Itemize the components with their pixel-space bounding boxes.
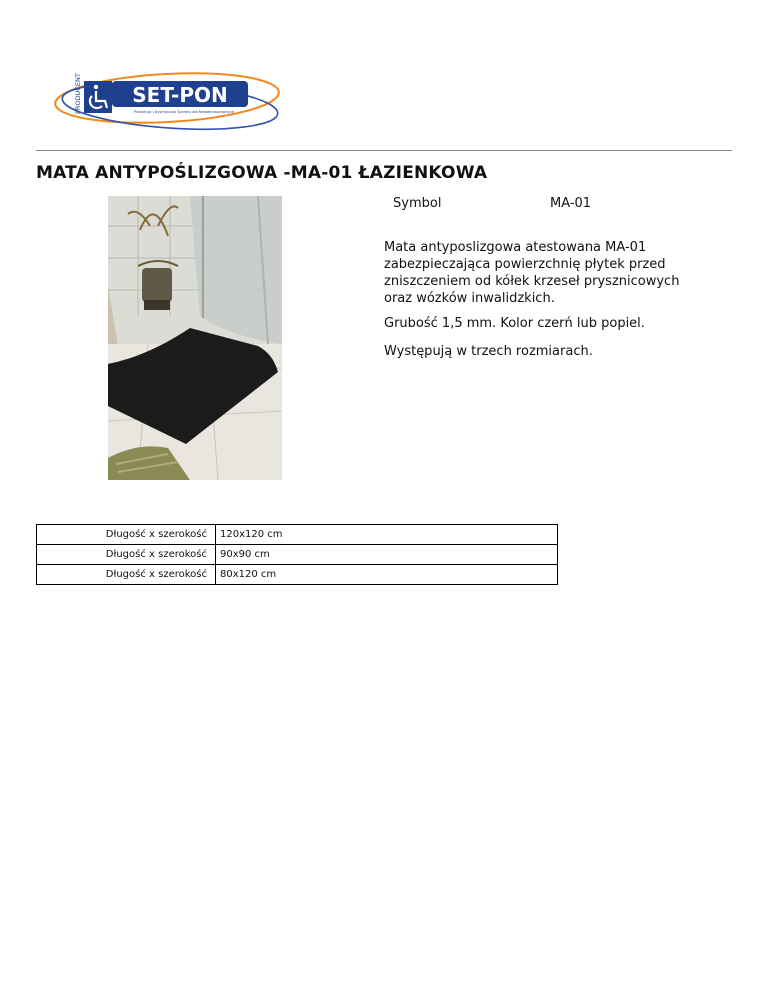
product-description: Mata antyposlizgowa atestowana MA-01 zabezpieczająca powierzchnię płytek przed zniszczeniem od kółek krzeseł prysznicowych oraz wózków inwalidzkich. (384, 240, 680, 306)
size-label: Długość x szerokość (37, 525, 216, 545)
product-thickness-color: Grubość 1,5 mm. Kolor czerń lub popiel. (384, 316, 645, 331)
table-row (37, 545, 558, 565)
table-row (37, 565, 558, 585)
size-value: 80x120 cm (216, 565, 558, 585)
product-photo (108, 196, 282, 480)
header-divider (36, 150, 732, 151)
symbol-label: Symbol (393, 196, 442, 211)
sizes-table (36, 524, 558, 585)
set-pon-logo (52, 66, 282, 134)
table-row (37, 525, 558, 545)
page-title: MATA ANTYPOŚLIZGOWA -MA-01 ŁAZIENKOWA (36, 163, 488, 183)
logo-tagline: Produkcja i Dystrybucja Sprzętu dla Niepełnosprawnych (133, 110, 235, 114)
product-sizes-note: Występują w trzech rozmiarach. (384, 344, 593, 359)
size-value: 120x120 cm (216, 525, 558, 545)
size-label: Długość x szerokość (37, 565, 216, 585)
size-value: 90x90 cm (216, 545, 558, 565)
symbol-value: MA-01 (550, 196, 592, 211)
logo-side-text: PRODUCENT (74, 73, 82, 114)
logo-brand-text: SET-PON (132, 83, 228, 107)
size-label: Długość x szerokość (37, 545, 216, 565)
